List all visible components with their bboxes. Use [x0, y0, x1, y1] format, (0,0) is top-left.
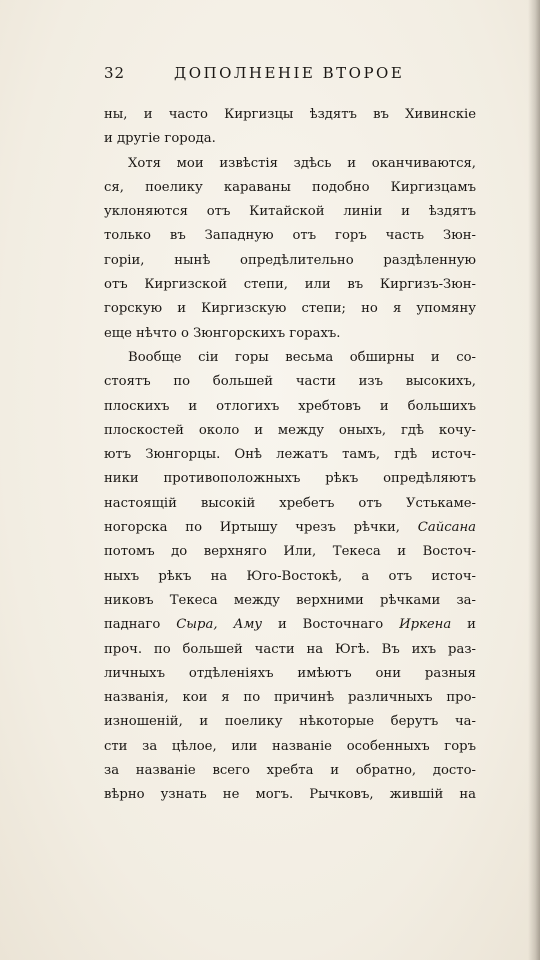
body-text — [104, 103, 476, 808]
text-line: ники противоположныхъ рѣкъ опредѣляютъ — [104, 471, 476, 487]
text-line: потомъ до верхняго Или, Текеса и Восточ- — [104, 544, 476, 560]
text-line: Вообще сіи горы весьма обширны и со- — [128, 349, 476, 365]
text-line: отъ Киргизской степи, или въ Киргизъ-Зюн- — [104, 277, 476, 293]
text-line: настоящій высокій хребетъ отъ Устькаме- — [104, 495, 476, 511]
text-line — [104, 176, 476, 200]
text-line — [104, 613, 476, 637]
text-line: сти за цѣлое, или названіе особенныхъ горъ — [104, 738, 476, 754]
page-header — [104, 64, 476, 86]
text-line: и другіе города. — [104, 131, 216, 147]
text-line: вѣрно узнать не могъ. Рычковъ, жившій на — [104, 787, 476, 803]
text-line: только въ Западную отъ горъ часть Зюн- — [104, 228, 476, 244]
text-line — [104, 516, 476, 540]
text-fragment: ся, — [104, 179, 124, 195]
text-fragment-italic: Сайсана — [417, 520, 476, 536]
text-line: за названіе всего хребта и обратно, досто- — [104, 763, 476, 779]
text-line: ны, и часто Киргизцы ѣздятъ въ Хивинскіе — [104, 107, 476, 122]
text-fragment: поелику караваны подобно Киргизцамъ — [145, 179, 476, 195]
page-number: 32 — [104, 64, 126, 82]
text-fragment: паднаго — [104, 617, 161, 633]
text-line: названія, кои я по причинѣ различныхъ про- — [104, 690, 476, 706]
page-edge-shadow — [528, 0, 540, 960]
running-title: ДОПОЛНЕНІЕ ВТОРОЕ — [174, 64, 405, 82]
text-line: горскую и Киргизскую степи; но я упомяну — [104, 301, 476, 317]
text-line: стоятъ по большей части изъ высокихъ, — [104, 374, 476, 390]
text-line: еще нѣчто о Зюнгорскихъ горахъ. — [104, 325, 341, 341]
text-line: Хотя мои извѣстія здѣсь и оканчиваются, — [128, 155, 476, 171]
text-line: проч. по большей части на Югѣ. Въ ихъ раз- — [104, 641, 476, 657]
text-line: ныхъ рѣкъ на Юго-Востокѣ, а отъ источ- — [104, 568, 476, 584]
text-line: изношеній, и поелику нѣкоторые берутъ ча- — [104, 714, 476, 730]
text-line: уклоняются отъ Китайской линіи и ѣздятъ — [104, 204, 476, 220]
text-fragment-italic: Аму — [233, 617, 263, 633]
text-line: плоскостей около и между оныхъ, гдѣ кочу- — [104, 422, 476, 438]
text-line: плоскихъ и отлогихъ хребтовъ и большихъ — [104, 398, 476, 414]
text-line: ютъ Зюнгорцы. Онѣ лежатъ тамъ, гдѣ источ- — [104, 447, 476, 463]
text-fragment-italic: Иркена — [399, 617, 452, 633]
text-line: личныхъ отдѣленіяхъ имѣютъ они разныя — [104, 665, 476, 681]
text-fragment-italic: Сыра, — [176, 617, 218, 633]
text-line: никовъ Текеса между верхними рѣчками за- — [104, 592, 476, 608]
text-fragment: и Восточнаго — [277, 617, 384, 633]
text-fragment: и — [467, 617, 476, 633]
text-fragment: ногорска по Иртышу чрезъ рѣчки, — [104, 520, 400, 536]
text-line: горіи, нынѣ опредѣлительно раздѣленную — [104, 252, 476, 268]
